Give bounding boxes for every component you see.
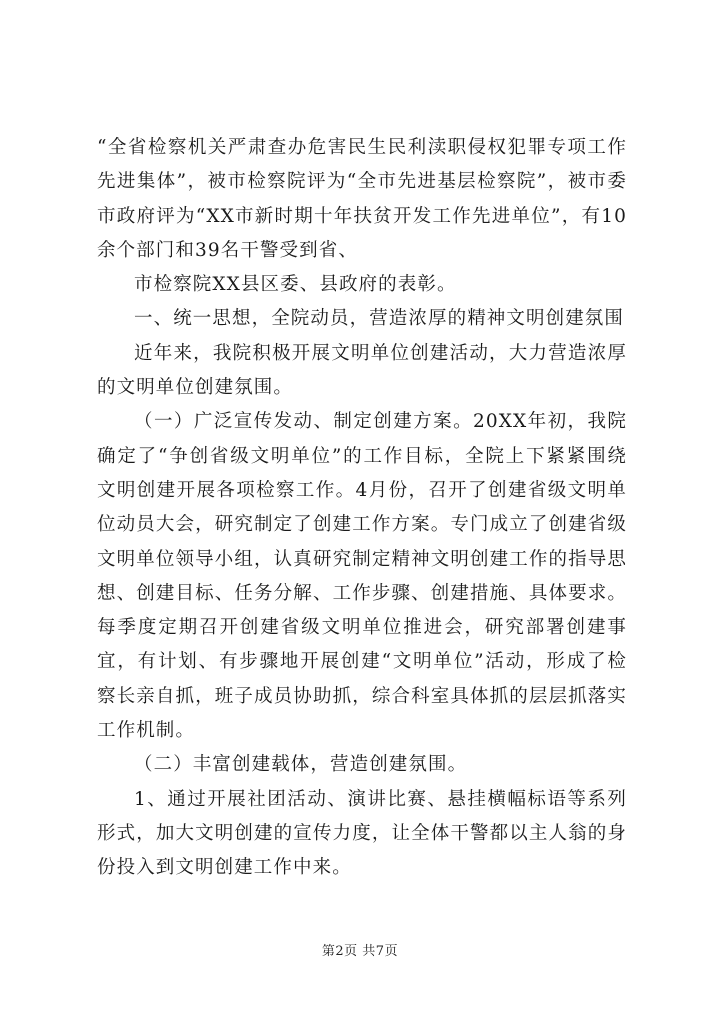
paragraph-intro: 近年来，我院积极开展文明单位创建活动，大力营造浓厚的文明单位创建氛围。 — [97, 342, 627, 399]
paragraph-commendations-continued: “全省检察机关严肃查办危害民生民利渎职侵权犯罪专项工作先进集体”，被市检察院评为“全市先进基层检察院”，被市委市政府评为“XX市新时期十年扶贫开发工作先进单位”，有10余个部门和39名干警受到省、 — [97, 137, 627, 261]
page-number-footer: 第2页 共7页 — [321, 944, 399, 959]
paragraph-subsection-one: （一）广泛宣传发动、制定创建方案。20XX年初，我院确定了“争创省级文明单位”的工作目标，全院上下紧紧围绕文明创建开展各项检察工作。4月份，召开了创建省级文明单位动员大会，研究制定了创建工作方案。专门成立了创建省级文明单位领导小组，认真研究制定精神文明创建工作的指导思想、创建目标、任务分解、工作步骤、创建措施、具体要求。每季度定期召开创建省级文明单位推进会，研究部署创建事宜，有计划、有步骤地开展创建“文明单位”活动，形成了检察长亲自抓，班子成员协助抓，综合科室具体抓的层层抓落实工作机制。 — [97, 411, 627, 742]
document-body — [97, 131, 627, 886]
subsection-heading-two: （二）丰富创建载体，营造创建氛围。 — [134, 754, 468, 776]
section-heading-one: 一、统一思想，全院动员，营造浓厚的精神文明创建氛围 — [134, 308, 625, 330]
paragraph-commendations-end: 市检察院XX县区委、县政府的表彰。 — [134, 274, 457, 296]
paragraph-item-one: 1、通过开展社团活动、演讲比赛、悬挂横幅标语等系列形式，加大文明创建的宣传力度，让全体干警都以主人翁的身份投入到文明创建工作中来。 — [97, 788, 627, 879]
